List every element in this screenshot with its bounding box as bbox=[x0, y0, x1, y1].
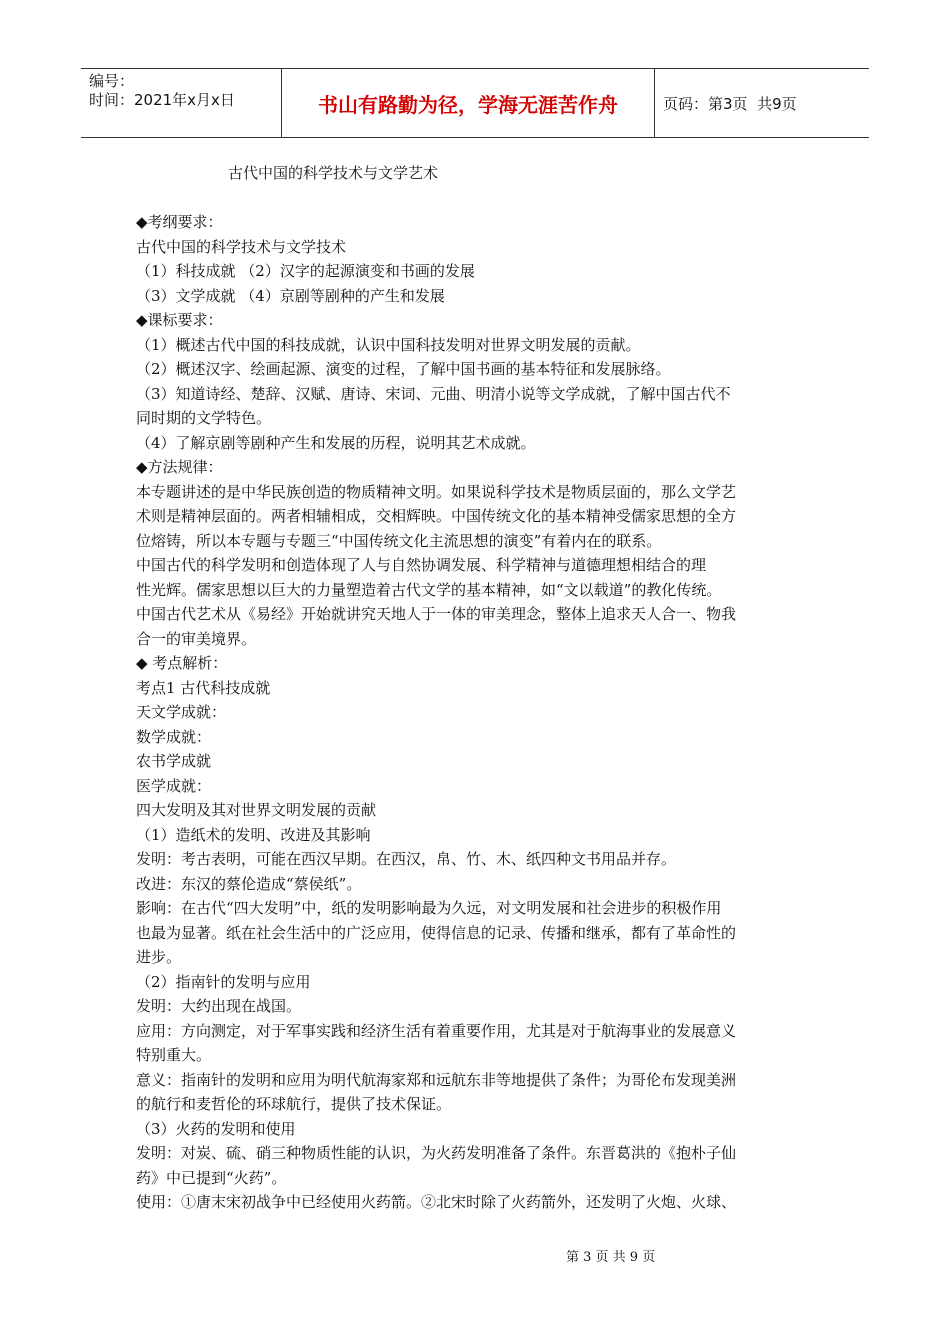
body-line: 古代中国的科学技术与文学技术 bbox=[136, 237, 347, 256]
body-line: 影响：在古代“四大发明”中，纸的发明影响最为久远，对文明发展和社会进步的积极作用 bbox=[136, 899, 722, 917]
body-line: 考点1 古代科技成就 bbox=[136, 678, 271, 697]
header-page-cell bbox=[655, 69, 877, 137]
body-line: （3）知道诗经、楚辞、汉赋、唐诗、宋词、元曲、明清小说等文学成就，了解中国古代不 bbox=[136, 384, 731, 403]
body-line: ◆ 考点解析： bbox=[136, 654, 228, 672]
body-line: 应用：方向测定，对于军事实践和经济生活有着重要作用，尤其是对于航海事业的发展意义 bbox=[136, 1021, 737, 1040]
body-line: 中国古代的科学发明和创造体现了人与自然协调发展、科学精神与道德理想相结合的理 bbox=[136, 556, 707, 574]
body-line: ◆方法规律： bbox=[136, 458, 223, 476]
document-title: 古代中国的科学技术与文学艺术 bbox=[228, 164, 439, 182]
document-number-label: 编号： bbox=[89, 72, 135, 90]
header-page-label: 页码：第3页 共9页 bbox=[663, 94, 797, 113]
header-motto: 书山有路勤为径，学海无涯苦作舟 bbox=[281, 69, 655, 137]
body-line: （4）了解京剧等剧种产生和发展的历程，说明其艺术成就。 bbox=[136, 433, 536, 452]
header-info-cell bbox=[81, 69, 289, 140]
body-line: （3）文学成就 （4）京剧等剧种的产生和发展 bbox=[136, 286, 445, 305]
document-date-label: 时间：2021年x月x日 bbox=[89, 91, 235, 109]
body-line: 使用：①唐末宋初战争中已经使用火药箭。②北宋时除了火药箭外，还发明了火炮、火球、 bbox=[136, 1193, 737, 1211]
body-line: （1）概述古代中国的科技成就，认识中国科技发明对世界文明发展的贡献。 bbox=[136, 335, 641, 354]
body-line: 同时期的文学特色。 bbox=[136, 409, 272, 427]
body-line: 进步。 bbox=[136, 948, 182, 966]
body-line: （1）造纸术的发明、改进及其影响 bbox=[136, 825, 371, 844]
body-line: 农书学成就 bbox=[136, 752, 212, 770]
body-line: 的航行和麦哲伦的环球航行，提供了技术保证。 bbox=[136, 1095, 452, 1113]
body-line: （2）指南针的发明与应用 bbox=[136, 972, 311, 991]
body-line: 本专题讲述的是中华民族创造的物质精神文明。如果说科学技术是物质层面的，那么文学艺 bbox=[136, 482, 737, 501]
body-line: 药》中已提到“火药”。 bbox=[136, 1168, 287, 1187]
body-line: ◆考纲要求： bbox=[136, 213, 223, 231]
body-line: 发明：考古表明，可能在西汉早期。在西汉，帛、竹、木、纸四种文书用品并存。 bbox=[136, 850, 677, 868]
body-line: 改进：东汉的蔡伦造成“蔡侯纸”。 bbox=[136, 874, 362, 893]
body-line: （2）概述汉字、绘画起源、演变的过程，了解中国书画的基本特征和发展脉络。 bbox=[136, 360, 671, 378]
body-line: 天文学成就： bbox=[136, 703, 227, 721]
body-line: 发明：对炭、硫、硝三种物质性能的认识，为火药发明准备了条件。东晋葛洪的《抱朴子仙 bbox=[136, 1144, 737, 1162]
page-footer: 第 3 页 共 9 页 bbox=[566, 1250, 656, 1265]
body-line: 发明：大约出现在战国。 bbox=[136, 997, 302, 1015]
body-line: 特别重大。 bbox=[136, 1046, 212, 1064]
body-line: 意义：指南针的发明和应用为明代航海家郑和远航东非等地提供了条件；为哥伦布发现美洲 bbox=[136, 1070, 737, 1089]
body-line: ◆课标要求： bbox=[136, 311, 223, 329]
body-line: 四大发明及其对世界文明发展的贡献 bbox=[136, 801, 377, 819]
page-header bbox=[81, 68, 869, 138]
body-line: 医学成就： bbox=[136, 776, 212, 795]
document-body bbox=[136, 210, 812, 1215]
body-line: 中国古代艺术从《易经》开始就讲究天地人于一体的审美理念，整体上追求天人合一、物我 bbox=[136, 605, 737, 623]
body-line: （1）科技成就 （2）汉字的起源演变和书画的发展 bbox=[136, 262, 475, 280]
body-line: 也最为显著。纸在社会生活中的广泛应用，使得信息的记录、传播和继承，都有了革命性的 bbox=[136, 923, 737, 942]
body-line: 位熔铸，所以本专题与专题三“中国传统文化主流思想的演变”有着内在的联系。 bbox=[136, 531, 662, 550]
body-line: 性光辉。儒家思想以巨大的力量塑造着古代文学的基本精神，如“文以载道”的教化传统。 bbox=[136, 580, 722, 599]
body-line: （3）火药的发明和使用 bbox=[136, 1119, 296, 1138]
body-line: 术则是精神层面的。两者相辅相成，交相辉映。中国传统文化的基本精神受儒家思想的全方 bbox=[136, 507, 737, 525]
body-line: 合一的审美境界。 bbox=[136, 629, 257, 648]
body-line: 数学成就： bbox=[136, 727, 212, 746]
